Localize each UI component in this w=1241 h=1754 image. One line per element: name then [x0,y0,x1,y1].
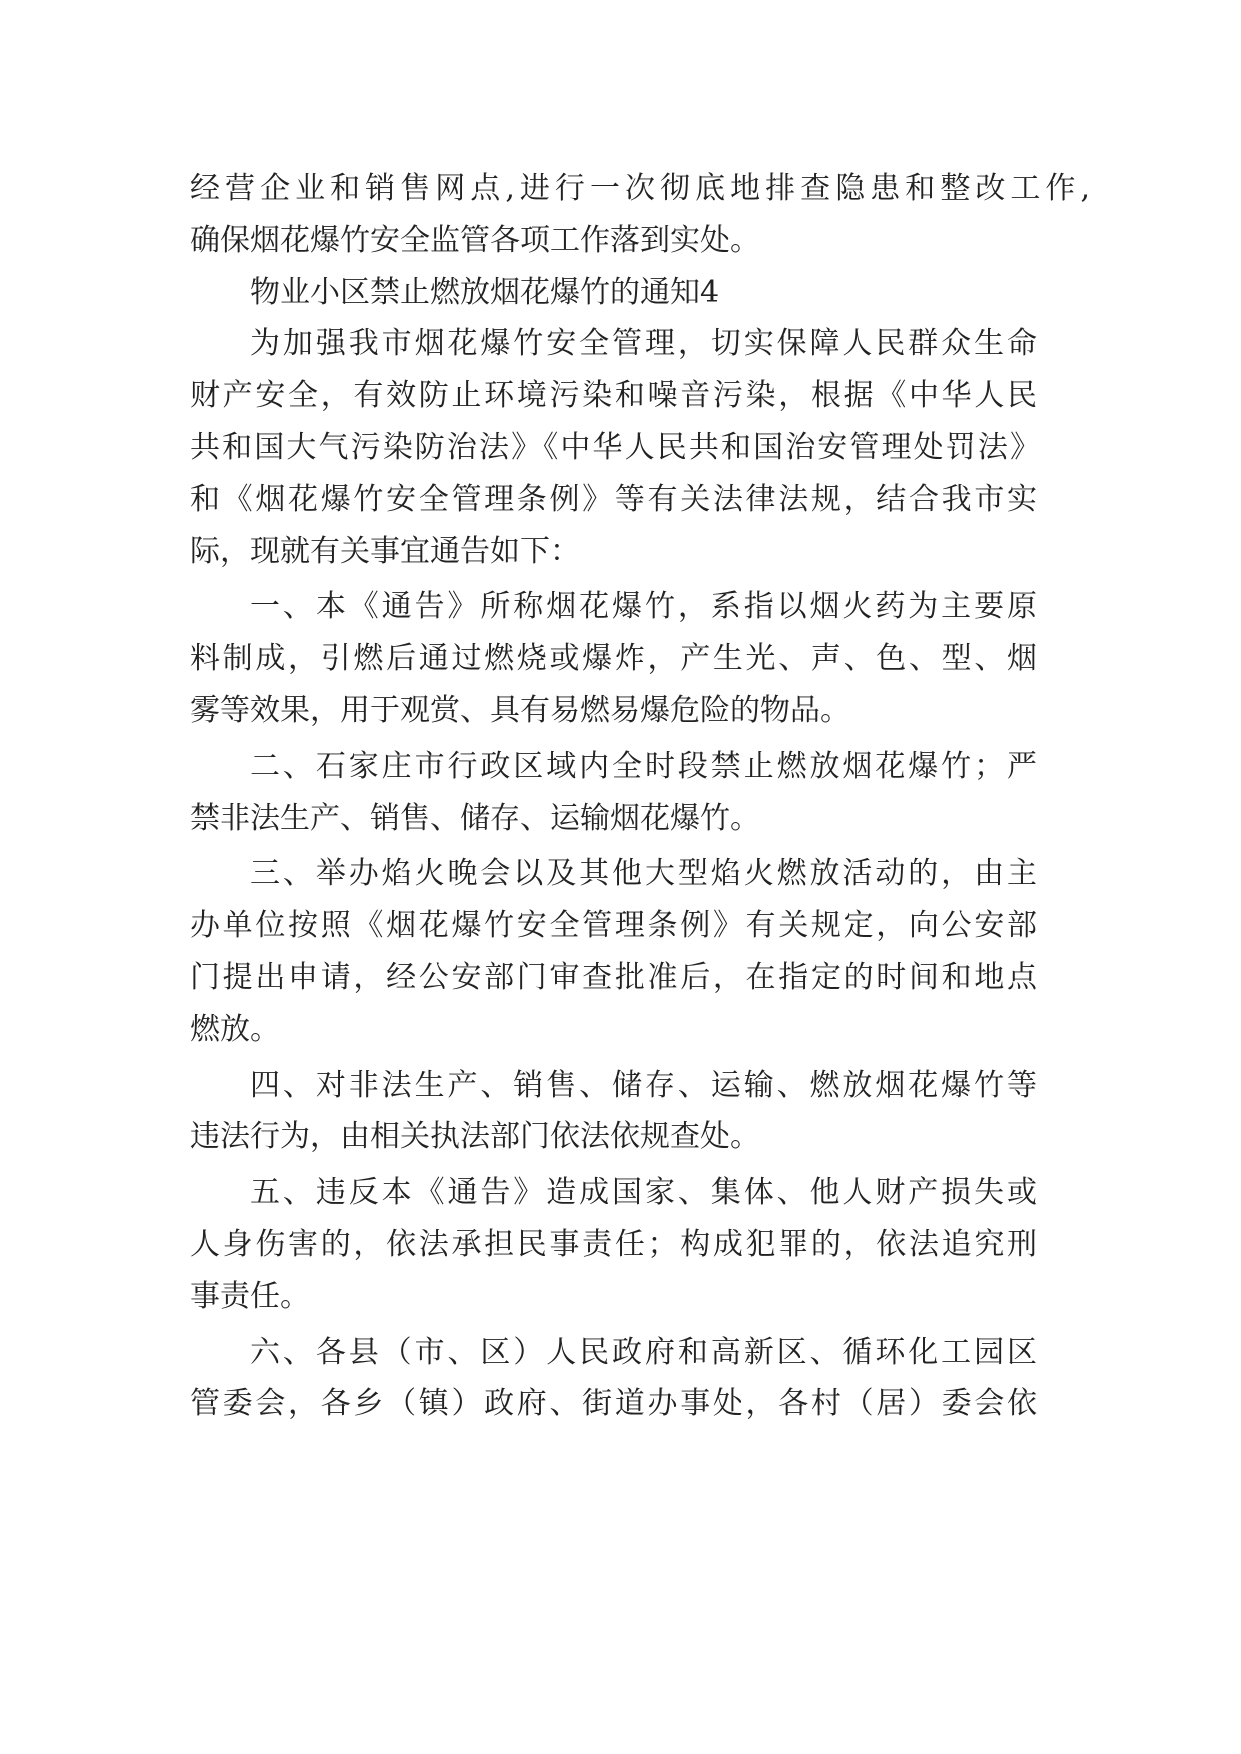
paragraph-6-line-2: 人身伤害的，依法承担民事责任；构成犯罪的，依法追究刑 [190,1226,1037,1262]
paragraph-1-line-1: 为加强我市烟花爆竹安全管理，切实保障人民群众生命 [250,326,1037,362]
paragraph-4-line-1: 三、举办焰火晚会以及其他大型焰火燃放活动的，由主 [250,856,1037,892]
paragraph-4-line-4: 燃放。 [190,1011,280,1047]
paragraph-1-line-3: 共和国大气污染防治法》《中华人民共和国治安管理处罚法》 [190,429,1040,465]
paragraph-4-line-2: 办单位按照《烟花爆竹安全管理条例》有关规定，向公安部 [190,908,1037,944]
paragraph-2-line-1: 一、本《通告》所称烟花爆竹，系指以烟火药为主要原 [250,589,1037,625]
paragraph-7-line-2: 管委会，各乡（镇）政府、街道办事处，各村（居）委会依 [190,1386,1037,1422]
intro-line-1: 经营企业和销售网点,进行一次彻底地排查隐患和整改工作, [190,171,1090,206]
paragraph-3-line-2: 禁非法生产、销售、储存、运输烟花爆竹。 [190,800,760,836]
paragraph-1-line-2: 财产安全，有效防止环境污染和噪音污染，根据《中华人民 [190,378,1037,414]
paragraph-6-line-1: 五、违反本《通告》造成国家、集体、他人财产损失或 [250,1175,1037,1211]
document-body [190,163,1090,1430]
paragraph-7-line-1: 六、各县（市、区）人民政府和高新区、循环化工园区 [250,1334,1037,1370]
paragraph-1-line-4: 和《烟花爆竹安全管理条例》等有关法律法规，结合我市实 [190,481,1037,517]
paragraph-2-line-3: 雾等效果，用于观赏、具有易燃易爆危险的物品。 [190,692,850,728]
paragraph-5-line-1: 四、对非法生产、销售、储存、运输、燃放烟花爆竹等 [250,1067,1037,1103]
paragraph-3-line-1: 二、石家庄市行政区域内全时段禁止燃放烟花爆竹；严 [250,748,1037,784]
paragraph-5-line-2: 违法行为，由相关执法部门依法依规查处。 [190,1119,760,1155]
intro-line-2: 确保烟花爆竹安全监管各项工作落到实处。 [190,222,760,258]
section-title: 物业小区禁止燃放烟花爆竹的通知4 [250,274,720,310]
paragraph-4-line-3: 门提出申请，经公安部门审查批准后，在指定的时间和地点 [190,959,1037,995]
paragraph-1-line-5: 际，现就有关事宜通告如下： [190,533,580,569]
paragraph-2-line-2: 料制成，引燃后通过燃烧或爆炸，产生光、声、色、型、烟 [190,641,1037,677]
paragraph-6-line-3: 事责任。 [190,1278,310,1314]
